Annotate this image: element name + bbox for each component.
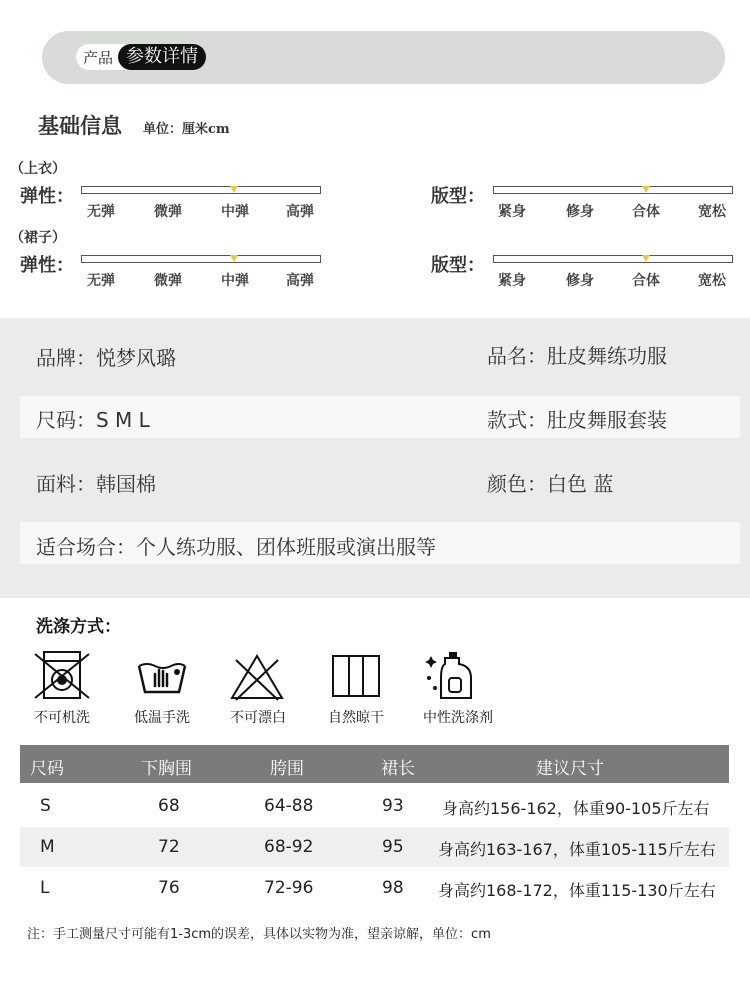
top-fit-scale <box>493 186 733 194</box>
scale-tick: 中弹 <box>221 273 249 289</box>
column-header: 胯围 <box>270 759 304 779</box>
basic-info-unit: 单位：厘米cm <box>143 122 230 137</box>
table-cell: 身高约163-167，体重105-115斤左右 <box>438 840 716 859</box>
hand-wash-icon <box>133 652 191 706</box>
scale-tick: 微弹 <box>154 273 182 289</box>
top-elasticity-label: 弹性： <box>20 186 74 207</box>
table-cell: 93 <box>382 796 404 816</box>
no-bleach-icon <box>228 650 286 704</box>
wash-label: 自然晾干 <box>328 710 384 726</box>
scale-tick: 高弹 <box>286 273 314 289</box>
table-cell: M <box>40 837 55 857</box>
table-cell: 身高约168-172，体重115-130斤左右 <box>438 881 716 900</box>
scale-tick: 高弹 <box>286 204 314 220</box>
header-sub: 产品 <box>83 48 114 67</box>
column-header: 建议尺寸 <box>536 759 604 779</box>
occasion-info: 适合场合：个人练功服、团体班服或演出服等 <box>36 535 436 559</box>
style-info: 款式：肚皮舞服套装 <box>487 408 667 432</box>
table-cell: 98 <box>382 878 404 898</box>
table-cell: 72 <box>158 837 180 857</box>
table-cell: 身高约156-162，体重90-105斤左右 <box>442 799 710 818</box>
skirt-fit-label: 版型： <box>431 255 485 276</box>
no-machine-wash-icon <box>33 648 91 702</box>
table-cell: 95 <box>382 837 404 857</box>
scale-tick: 合体 <box>632 204 660 220</box>
skirt-elasticity-scale <box>81 255 321 263</box>
top-elasticity-scale <box>81 186 321 194</box>
sizes-info: 尺码：S M L <box>36 408 150 432</box>
table-cell: 68-92 <box>264 837 314 857</box>
skirt-elasticity-label: 弹性： <box>20 255 74 276</box>
wash-label: 不可机洗 <box>34 710 90 726</box>
brand-info: 品牌：悦梦风璐 <box>36 346 176 370</box>
scale-tick: 无弹 <box>87 204 115 220</box>
table-cell: L <box>40 878 50 898</box>
scale-tick: 紧身 <box>498 204 526 220</box>
line-dry-icon <box>327 650 385 704</box>
wash-label: 低温手洗 <box>134 710 190 726</box>
column-header: 下胸围 <box>141 759 192 779</box>
header-title: 参数详情 <box>118 44 206 70</box>
wash-title: 洗涤方式： <box>36 617 121 637</box>
scale-tick: 中弹 <box>221 204 249 220</box>
table-cell: 72-96 <box>264 878 314 898</box>
scale-tick: 宽松 <box>698 273 726 289</box>
measurement-note: 注：手工测量尺寸可能有1-3cm的误差，具体以实物为准，望亲谅解，单位：cm <box>27 927 491 942</box>
size-table-header <box>20 745 729 783</box>
scale-tick: 宽松 <box>698 204 726 220</box>
top-fit-label: 版型： <box>431 186 485 207</box>
product-name-info: 品名：肚皮舞练功服 <box>487 344 667 368</box>
neutral-detergent-icon <box>423 648 481 702</box>
table-cell: S <box>40 796 51 816</box>
skirt-fit-marker <box>642 255 650 262</box>
wash-label: 不可漂白 <box>230 710 286 726</box>
scale-tick: 紧身 <box>498 273 526 289</box>
header-tag <box>76 44 206 70</box>
scale-tick: 微弹 <box>154 204 182 220</box>
scale-tick: 修身 <box>566 273 594 289</box>
color-info: 颜色：白色 蓝 <box>487 472 614 496</box>
basic-info-title: 基础信息 <box>38 113 122 138</box>
skirt-fit-scale <box>493 255 733 263</box>
table-cell: 76 <box>158 878 180 898</box>
scale-tick: 无弹 <box>87 273 115 289</box>
column-header: 裙长 <box>381 759 415 779</box>
column-header: 尺码 <box>30 759 64 779</box>
skirt-elasticity-marker <box>230 255 238 262</box>
scale-tick: 修身 <box>566 204 594 220</box>
table-cell: 64-88 <box>264 796 314 816</box>
skirt-group-label: （裙子） <box>10 230 66 246</box>
top-elasticity-marker <box>230 186 238 193</box>
scale-tick: 合体 <box>632 273 660 289</box>
wash-label: 中性洗涤剂 <box>423 710 493 726</box>
table-cell: 68 <box>158 796 180 816</box>
fabric-info: 面料：韩国棉 <box>36 472 156 496</box>
top-fit-marker <box>642 186 650 193</box>
top-group-label: （上衣） <box>10 161 66 177</box>
